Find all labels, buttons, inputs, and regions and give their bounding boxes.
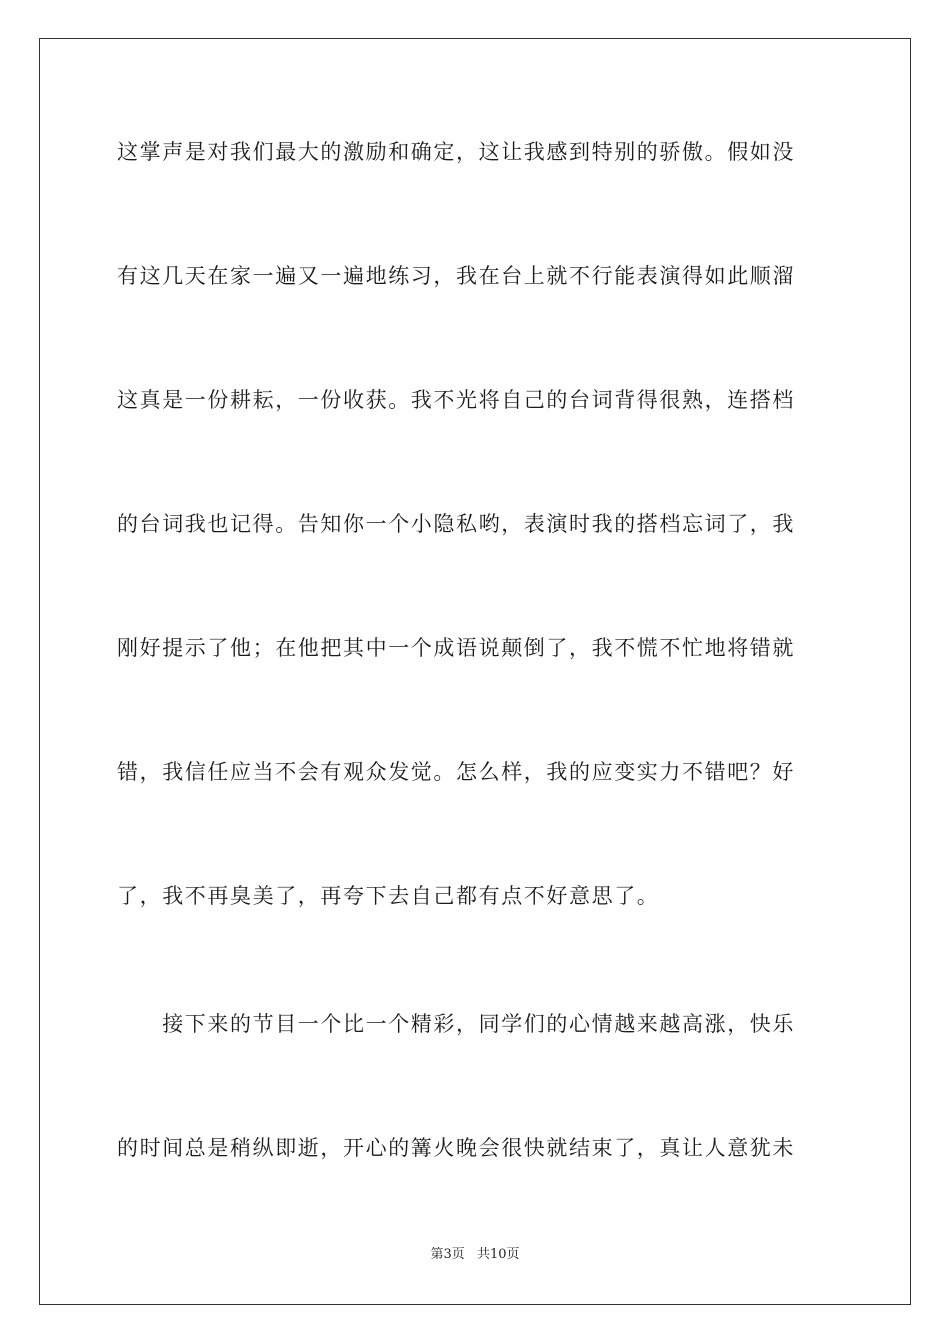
text-line: 错，我信任应当不会有观众发觉。怎么样，我的应变实力不错吧？好 (117, 760, 795, 784)
page-total: 共10页 (476, 1247, 520, 1262)
page-footer (0, 1246, 950, 1264)
text-line: 的时间总是稍纵即逝，开心的篝火晚会很快就结束了，真让人意犹未 (117, 1136, 795, 1160)
text-line: 这真是一份耕耘，一份收获。我不光将自己的台词背得很熟，连搭档 (117, 388, 795, 412)
text-line: 的台词我也记得。告知你一个小隐私哟，表演时我的搭档忘词了，我 (117, 512, 795, 536)
page-border (39, 38, 911, 1305)
text-line: 这掌声是对我们最大的激励和确定，这让我感到特别的骄傲。假如没 (117, 140, 795, 164)
text-line: 了，我不再臭美了，再夸下去自己都有点不好意思了。 (117, 884, 660, 908)
text-line: 刚好提示了他；在他把其中一个成语说颠倒了，我不慌不忙地将错就 (117, 636, 795, 660)
page-number: 第3页 (430, 1247, 465, 1262)
text-line: 接下来的节目一个比一个精彩，同学们的心情越来越高涨，快乐 (117, 1012, 795, 1036)
text-line: 有这几天在家一遍又一遍地练习，我在台上就不行能表演得如此顺溜 (117, 264, 795, 288)
